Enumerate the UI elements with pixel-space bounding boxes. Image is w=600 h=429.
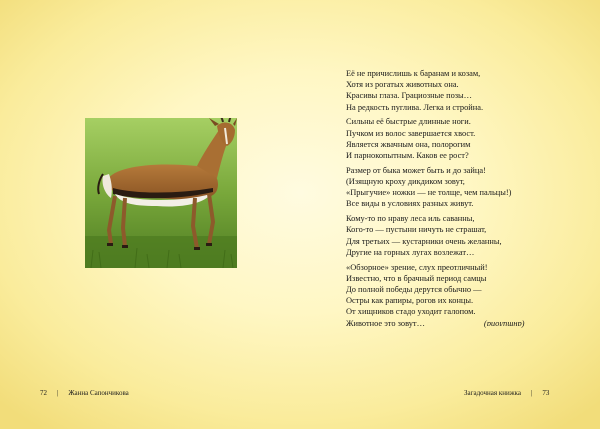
- poem-line: И парнокопытным. Каков ее рост?: [346, 151, 469, 161]
- poem-stanza-1: [346, 68, 556, 113]
- poem-line: Животное это зовут…: [346, 318, 425, 328]
- footer-right: [464, 389, 549, 398]
- page-number-right: 73: [542, 389, 550, 397]
- poem-line: Пучком из волос завершается хвост.: [346, 128, 476, 138]
- gazelle-photo: [85, 118, 237, 268]
- riddle-answer-upside-down: (антилопа): [484, 320, 525, 329]
- poem-line: Кого-то — пустыни ничуть не страшат,: [346, 225, 487, 235]
- footer-left: [40, 389, 129, 398]
- poem-line: До полной победы дерутся обычно —: [346, 285, 482, 295]
- poem-line: Для третьих — кустарники очень желанны,: [346, 236, 502, 246]
- poem-line: Известно, что в брачный период самцы: [346, 273, 487, 283]
- poem-line: Хотя из рогатых животных она.: [346, 80, 459, 90]
- footer-separator: |: [57, 389, 59, 397]
- poem-riddle: [346, 68, 556, 332]
- poem-line: «Прыгучие» ножки — не толще, чем пальцы!): [346, 188, 512, 198]
- poem-line: Другие на горных лугах возлежат…: [346, 247, 475, 257]
- poem-stanza-3: [346, 165, 556, 210]
- footer-separator: |: [530, 389, 533, 397]
- poem-line: (Изящную кроху дикдиком зовут,: [346, 177, 465, 187]
- poem-stanza-2: [346, 116, 556, 161]
- poem-line: Кому-то по нраву леса иль саванны,: [346, 214, 475, 224]
- poem-stanza-5: [346, 262, 556, 329]
- page-number-left: 72: [40, 389, 47, 397]
- poem-stanza-4: [346, 213, 556, 258]
- poem-line: Её не причислишь к баранам и козам,: [346, 69, 481, 78]
- book-title: Загадочная книжка: [464, 389, 521, 397]
- poem-line: Сильны её быстрые длинные ноги.: [346, 117, 471, 127]
- poem-line: «Обзорное» зрение, слух преотличный!: [346, 262, 488, 272]
- poem-line: Красивы глаза. Грациозные позы…: [346, 91, 473, 101]
- poem-line: От хищников стадо уходит галопом.: [346, 307, 476, 317]
- poem-line: Размер от быка может быть и до зайца!: [346, 165, 486, 175]
- author-name: Жанна Сапончикова: [68, 389, 129, 397]
- poem-line: На редкость пуглива. Легка и стройна.: [346, 102, 484, 112]
- poem-line: Все виды в условиях разных живут.: [346, 199, 474, 209]
- poem-line: Остры как рапиры, рогов их концы.: [346, 296, 474, 306]
- poem-line: Является жвачным она, полорогим: [346, 139, 471, 149]
